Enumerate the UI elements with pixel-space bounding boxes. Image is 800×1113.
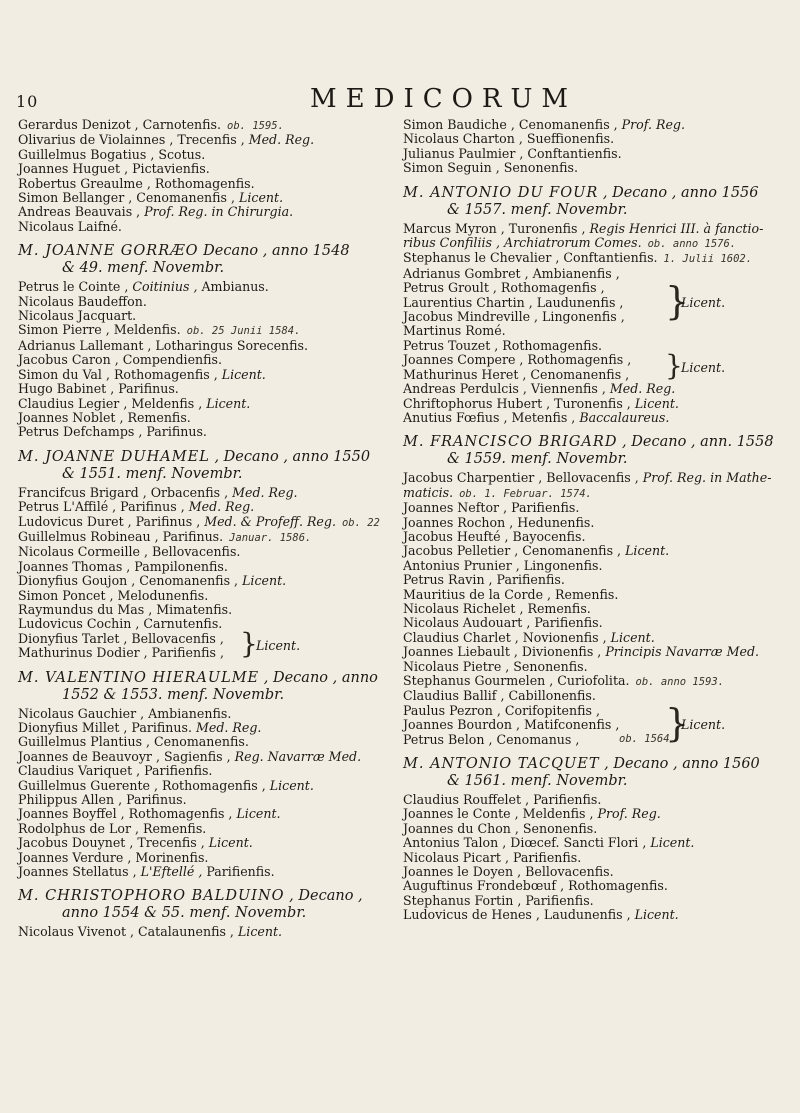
- list-item: [18, 735, 390, 749]
- right-column: [403, 118, 783, 923]
- list-item: [403, 161, 783, 175]
- entry-name: Simon Poncet , Melodunenfis.: [18, 587, 209, 603]
- entry-title: Licent.: [236, 806, 281, 822]
- entry-title: Prof. Reg. in Chirurgia.: [144, 204, 294, 220]
- entry-list: [403, 793, 783, 923]
- entry-name: Petrus Defchamps , Parifinus.: [18, 424, 207, 440]
- list-item: [18, 836, 390, 850]
- entry-name: Stephanus Gourmelen , Curiofolita.: [403, 673, 630, 688]
- dean-year: 1548: [312, 243, 350, 260]
- brace-mark: }: [665, 701, 690, 746]
- list-item: Mathurinus Dodier , Parifienfis ,: [18, 645, 224, 661]
- list-item: [403, 397, 783, 411]
- brace-label: Licent.: [256, 638, 301, 654]
- list-item: [18, 191, 390, 205]
- dean-name: M. JOANNE DUHAMEL: [18, 448, 210, 465]
- entry-name: Gerardus Denizot , Carnotenfis.: [18, 117, 222, 132]
- list-item: [18, 721, 390, 735]
- entry-name: Stephanus le Chevalier , Conftantienfis.: [403, 250, 658, 266]
- list-item: [18, 133, 390, 147]
- entry-name: Andreas Beauvais ,: [18, 204, 145, 220]
- list-item: [18, 793, 390, 807]
- list-item: [18, 162, 390, 176]
- entry-title: Med. Reg.: [188, 499, 255, 515]
- dean-name: M. FRANCISCO BRIGARD: [403, 434, 618, 451]
- entry-list: [403, 118, 783, 176]
- list-item: [403, 411, 783, 425]
- entry-name: Petrus Ravin , Parifienfis.: [403, 572, 565, 588]
- dean-heading-line: [18, 449, 390, 466]
- brace-mark: }: [665, 278, 690, 323]
- list-item: [403, 471, 783, 485]
- entry-name: Joannes Rochon , Hedunenfis.: [403, 514, 595, 530]
- list-item: [403, 118, 783, 132]
- entry-name: Petrus L'Affilé , Parifinus ,: [18, 499, 189, 515]
- entry-title: Licent.: [239, 190, 284, 206]
- entry-title: Med. Reg.: [195, 720, 262, 735]
- list-item: [18, 779, 390, 793]
- entry-name: Julianus Paulmier , Conftantienfis.: [403, 145, 622, 161]
- entry-name: Auguftinus Frondebœuf , Rothomagenfis.: [403, 878, 668, 894]
- list-item: [18, 411, 390, 425]
- entry-title: Licent.: [208, 835, 253, 851]
- list-item: Dionyfius Tarlet , Bellovacenfis ,: [18, 630, 224, 646]
- entry-name: Antonius Talon , Diœcef. Sancti Flori ,: [403, 835, 651, 851]
- entry-name: Olivarius de Violainnes , Trecenfis ,: [18, 132, 249, 148]
- dean-name: M. ANTONIO TACQUET: [403, 756, 600, 773]
- list-item: [403, 645, 783, 659]
- running-head: MEDICORUM: [310, 84, 578, 114]
- list-item: [18, 382, 390, 396]
- dean-title: , Decano ,: [284, 888, 363, 905]
- handwritten-note: ob. anno 1576.: [647, 238, 737, 251]
- entry-name: Joannes de Beauvoyr , Sagienfis ,: [18, 748, 235, 764]
- list-item: [18, 865, 390, 879]
- handwritten-note: ob. 25 Junii 1584.: [186, 325, 301, 338]
- entry-title: L'Eftellé ,: [140, 864, 207, 880]
- entry-name: Simon du Val , Rothomagenfis ,: [18, 366, 222, 382]
- handwritten-note: ob. 22: [341, 516, 380, 529]
- entry-list: [18, 925, 390, 939]
- entry-name: Nicolaus Charton , Sueffionenfis.: [403, 131, 615, 147]
- entry-name: Joannes Verdure , Morinenfis.: [18, 849, 209, 865]
- entry-title: Reg. Navarræ Med.: [234, 748, 362, 764]
- dean-heading: [403, 185, 783, 219]
- entry-title: Licent.: [625, 543, 670, 559]
- list-item: [18, 500, 390, 514]
- list-item: [403, 339, 783, 353]
- dean-title: , Decano , anno: [599, 756, 723, 773]
- list-item: [403, 573, 783, 587]
- list-item: [403, 147, 783, 161]
- entry-name: Nicolaus Cormeille , Bellovacenfis.: [18, 544, 241, 560]
- entry-title: Licent.: [221, 366, 266, 382]
- entry-name: Mauritius de la Corde , Remenfis.: [403, 586, 619, 602]
- dean-name: M. CHRISTOPHORO BALDUINO: [18, 888, 285, 905]
- entry-list: [18, 118, 390, 234]
- entry-list: [18, 486, 390, 632]
- page-number: 10: [16, 92, 39, 111]
- list-item: [18, 205, 390, 219]
- list-item: [18, 603, 390, 617]
- brace-group: [18, 627, 390, 661]
- dean-title: Decano , anno: [198, 243, 313, 260]
- entry-title: Prof. Reg.: [597, 806, 661, 822]
- list-item: [403, 807, 783, 821]
- entry-name: Dionyfius Goujon , Cenomanenfis ,: [18, 573, 243, 589]
- list-item: [403, 559, 783, 573]
- entry-name: Simon Pierre , Meldenfis.: [18, 322, 181, 338]
- list-item: [403, 251, 783, 266]
- entry-list: [403, 222, 783, 282]
- left-column: [18, 118, 390, 940]
- list-item: [18, 220, 390, 234]
- dean-name: M. VALENTINO HIERAULME: [18, 669, 260, 686]
- list-item: [18, 368, 390, 382]
- dean-term: & 1557. menf. Novembr.: [447, 201, 628, 218]
- list-item: [18, 295, 390, 309]
- list-item: Joannes Compere , Rothomagenfis ,: [403, 352, 632, 368]
- list-item: [18, 822, 390, 836]
- entry-name: Joannes Neftor , Parifienfis.: [403, 500, 580, 516]
- entry-name: Joannes Huguet , Pictavienfis.: [18, 161, 210, 177]
- entry-name: Claudius Ballif , Cabillonenfis.: [403, 688, 596, 704]
- entry-name: Nicolaus Jacquart.: [18, 308, 137, 324]
- dean-heading-line: [18, 888, 390, 905]
- list-item: [403, 530, 783, 544]
- entry-name: Raymundus du Mas , Mimatenfis.: [18, 601, 233, 617]
- brace-mark: }: [665, 348, 683, 382]
- brace-group: [403, 348, 783, 382]
- entry-name: Jacobus Douynet , Trecenfis ,: [18, 835, 209, 851]
- brace-label: Licent.: [681, 294, 726, 310]
- entry-name: Antonius Prunier , Lingonenfis.: [403, 557, 603, 573]
- list-item: [18, 118, 390, 133]
- dean-heading: [18, 449, 390, 483]
- brace-label: Licent.: [681, 717, 726, 733]
- entry-title: Regis Henrici III. à fanctio-: [589, 220, 764, 236]
- list-item: Laurentius Chartin , Laudunenfis ,: [403, 294, 624, 310]
- list-item: Mathurinus Heret , Cenomanenfis ,: [403, 366, 630, 382]
- entry-title: Baccalaureus.: [579, 409, 670, 425]
- entry-name: Claudius Charlet , Novionenfis ,: [403, 629, 611, 645]
- list-item: [403, 588, 783, 602]
- entry-name: Simon Bellanger , Cenomanenfis ,: [18, 190, 239, 206]
- entry-name: Nicolaus Audouart , Parifienfis.: [403, 615, 603, 631]
- list-item: [18, 925, 390, 939]
- list-item: [18, 545, 390, 559]
- list-item: [18, 707, 390, 721]
- list-item: [18, 339, 390, 353]
- list-item: [403, 486, 783, 501]
- list-item: [18, 515, 390, 530]
- brace-entries: [403, 348, 783, 382]
- entry-list: [18, 707, 390, 880]
- entry-name: Joannes Liebault , Divionenfis ,: [403, 644, 606, 660]
- dean-title: , Decano , anno: [259, 669, 378, 686]
- entry-list: [403, 471, 783, 704]
- entry-name: Martinus Romé.: [403, 323, 506, 339]
- dean-name: M. ANTONIO DU FOUR: [403, 184, 599, 201]
- list-item: [403, 822, 783, 836]
- entry-name: Jacobus Pelletier , Cenomanenfis ,: [403, 543, 626, 559]
- entry-name: Rodolphus de Lor , Remenfis.: [18, 820, 207, 836]
- dean-term: & 1551. menf. Novembr.: [62, 465, 243, 482]
- list-item: [403, 851, 783, 865]
- dean-heading: [18, 243, 390, 277]
- list-item: [18, 574, 390, 588]
- entry-name: Nicolaus Gauchier , Ambianenfis.: [18, 705, 232, 721]
- dean-title: , Decano , anno: [598, 184, 722, 201]
- entry-name: Petrus Touzet , Rothomagenfis.: [403, 337, 603, 353]
- dean-heading: [18, 670, 390, 704]
- dean-term: & 49. menf. Novembr.: [62, 260, 225, 277]
- entry-name: Adrianus Gombret , Ambianenfis ,: [403, 265, 620, 281]
- entry-name: Francifcus Brigard , Orbacenfis ,: [18, 484, 233, 500]
- entry-list: [403, 382, 783, 425]
- entry-title: Licent.: [269, 777, 314, 793]
- list-item: Petrus Groult , Rothomagenfis ,: [403, 280, 605, 296]
- entry-name: Jacobus Heufté , Bayocenfis.: [403, 528, 586, 544]
- entry-name: Hugo Babinet , Parifinus.: [18, 381, 179, 397]
- entry-title: Med. Reg.: [232, 484, 298, 500]
- entry-name: Petrus le Cointe ,: [18, 279, 133, 295]
- entry-name: Claudius Rouffelet , Parifienfis.: [403, 792, 602, 808]
- dean-heading: [403, 756, 783, 790]
- entry-name: Philippus Allen , Parifinus.: [18, 792, 187, 808]
- entry-name: Nicolaus Pietre , Senonenfis.: [403, 658, 588, 674]
- dean-year: 1558: [736, 434, 774, 451]
- brace-entries: [18, 627, 390, 661]
- entry-list: [403, 324, 783, 353]
- entry-name: Anutius Fœfius , Metenfis ,: [403, 409, 580, 425]
- list-item: [18, 807, 390, 821]
- dean-heading: [18, 888, 390, 922]
- entry-name: Jacobus Caron , Compendienfis.: [18, 352, 223, 368]
- entry-title: Licent.: [650, 835, 695, 851]
- dean-year: 1550: [333, 448, 371, 465]
- list-item: [18, 530, 390, 545]
- entry-name: Marcus Myron , Turonenfis ,: [403, 220, 590, 236]
- dean-term: & 1561. menf. Novembr.: [447, 773, 628, 790]
- dean-term: & 1559. menf. Novembr.: [447, 451, 628, 468]
- entry-name: Nicolaus Richelet , Remenfis.: [403, 600, 591, 616]
- entry-name: Guillelmus Guerente , Rothomagenfis ,: [18, 777, 270, 793]
- list-item: [403, 908, 783, 922]
- list-item: [18, 617, 390, 631]
- dean-title: , Decano , ann.: [617, 434, 737, 451]
- entry-name: Nicolaus Baudeffon.: [18, 293, 147, 309]
- list-item: [403, 616, 783, 630]
- list-item: [403, 631, 783, 645]
- list-item: [18, 397, 390, 411]
- brace-group: [403, 278, 783, 325]
- list-item: [18, 280, 390, 294]
- entry-title: maticis.: [403, 484, 454, 500]
- list-item: [403, 674, 783, 689]
- list-item: [18, 309, 390, 323]
- entry-name: Joannes le Conte , Meldenfis ,: [403, 806, 598, 822]
- entry-title: Licent.: [206, 395, 251, 411]
- list-item: Joannes Bourdon , Matifconenfis ,: [403, 717, 620, 733]
- list-item: [403, 516, 783, 530]
- entry-name: Simon Baudiche , Cenomanenfis ,: [403, 117, 622, 132]
- list-item: [403, 544, 783, 558]
- list-item: [403, 689, 783, 703]
- dean-heading-line: [18, 670, 390, 687]
- entry-name: Simon Seguin , Senonenfis.: [403, 160, 579, 176]
- dean-heading-line: [403, 756, 783, 773]
- brace-group: [403, 701, 783, 747]
- entry-title: Med. Reg.: [609, 381, 676, 397]
- list-item: Paulus Pezron , Corifopitenfis ,: [403, 702, 600, 718]
- list-item: [403, 836, 783, 850]
- entry-title: Principis Navarræ Med.: [605, 644, 760, 660]
- entry-title: Coitinius ,: [132, 279, 202, 295]
- entry-name: Dionyfius Millet , Parifinus.: [18, 720, 196, 735]
- entry-name: Ludovicus de Henes , Laudunenfis ,: [403, 907, 635, 923]
- list-item: [403, 236, 783, 251]
- list-item: [403, 501, 783, 515]
- entry-title: Licent.: [634, 395, 679, 411]
- list-item: [403, 222, 783, 236]
- entry-title: Licent.: [242, 573, 287, 589]
- list-item: [403, 132, 783, 146]
- list-item: [18, 589, 390, 603]
- entry-title: Licent.: [634, 907, 679, 923]
- handwritten-note: ob. 1595.: [227, 120, 284, 132]
- dean-year: 1560: [722, 756, 760, 773]
- entry-name: Joannes Stellatus ,: [18, 864, 141, 880]
- entry-title: Licent.: [610, 629, 655, 645]
- entry-origin: Parifienfis.: [206, 864, 275, 880]
- entry-title: Prof. Reg.: [621, 117, 685, 132]
- list-item: [18, 750, 390, 764]
- handwritten-note: 1. Julii 1602.: [663, 253, 753, 266]
- list-item: [18, 323, 390, 338]
- list-item: Jacobus Mindreville , Lingonenfis ,: [403, 309, 625, 325]
- entry-name: Claudius Legier , Meldenfis ,: [18, 395, 207, 411]
- list-item: [18, 764, 390, 778]
- entry-name: Joannes Boyffel , Rothomagenfis ,: [18, 806, 237, 822]
- dean-title: , Decano , anno: [209, 448, 334, 465]
- brace-mark: }: [240, 627, 258, 661]
- entry-list: [18, 280, 390, 439]
- entry-name: Nicolaus Laifné.: [18, 218, 122, 234]
- list-item: [18, 851, 390, 865]
- list-item: [403, 267, 783, 281]
- entry-name: Adrianus Lallemant , Lotharingus Sorecenfis.: [18, 337, 309, 353]
- entry-name: Nicolaus Vivenot , Catalaunenfis ,: [18, 924, 238, 940]
- list-item: Petrus Belon , Cenomanus ,: [403, 731, 580, 747]
- list-item: [18, 486, 390, 500]
- entry-name: Ludovicus Duret , Parifinus ,: [18, 513, 205, 529]
- entry-name: Joannes Thomas , Pampilonenfis.: [18, 558, 228, 574]
- dean-term: 1552 & 1553. menf. Novembr.: [62, 686, 285, 703]
- dean-term: anno 1554 & 55. menf. Novembr.: [62, 905, 307, 922]
- dean-heading-line: [403, 434, 783, 451]
- handwritten-note: ob. 1. Februar. 1574.: [459, 487, 592, 500]
- entry-title: Licent.: [237, 924, 283, 940]
- entry-name: Joannes le Doyen , Bellovacenfis.: [403, 864, 614, 880]
- list-item: [403, 602, 783, 616]
- list-item: [403, 324, 783, 338]
- list-item: [18, 353, 390, 367]
- entry-name: Joannes du Chon , Senonenfis.: [403, 820, 598, 836]
- entry-name: Robertus Greaulme , Rothomagenfis.: [18, 175, 255, 191]
- list-item: [403, 865, 783, 879]
- handwritten-note: Januar. 1586.: [229, 531, 312, 544]
- entry-title: Prof. Reg. in Mathe-: [642, 470, 772, 486]
- entry-name: Ludovicus Cochin , Carnutenfis.: [18, 616, 223, 632]
- dean-year: 1556: [721, 184, 759, 201]
- list-item: [403, 382, 783, 396]
- list-item: [403, 894, 783, 908]
- entry-title: ribus Confiliis , Archiatrorum Comes.: [403, 235, 642, 251]
- dean-heading-line: [18, 243, 390, 260]
- brace-entries: [403, 278, 783, 325]
- entry-name: Joannes Noblet , Remenfis.: [18, 409, 191, 425]
- list-item: [18, 148, 390, 162]
- entry-origin: Ambianus.: [201, 279, 269, 295]
- entry-name: Andreas Perdulcis , Viennenfis ,: [403, 381, 610, 397]
- brace-label: Licent.: [681, 359, 726, 375]
- entry-name: Guillelmus Robineau , Parifinus.: [18, 528, 224, 544]
- list-item: [403, 879, 783, 893]
- entry-title: Med. & Profeff. Reg.: [204, 513, 336, 529]
- entry-name: Nicolaus Picart , Parifienfis.: [403, 849, 582, 865]
- entry-name: Jacobus Charpentier , Bellovacenfis ,: [403, 470, 643, 486]
- entry-name: Stephanus Fortin , Parifienfis.: [403, 892, 594, 908]
- list-item: [18, 560, 390, 574]
- handwritten-note: ob. 1564.: [619, 733, 676, 745]
- brace-entries: [403, 701, 783, 747]
- dean-name: M. JOANNE GORRÆO: [18, 243, 199, 260]
- list-item: [403, 793, 783, 807]
- entry-title: Med. Reg.: [248, 132, 315, 148]
- dean-heading-line: [403, 185, 783, 202]
- entry-name: Guillelmus Bogatius , Scotus.: [18, 146, 206, 162]
- entry-name: Claudius Variquet , Parifienfis.: [18, 763, 213, 779]
- entry-name: Guillelmus Plantius , Cenomanenfis.: [18, 734, 249, 750]
- list-item: [18, 177, 390, 191]
- list-item: [403, 660, 783, 674]
- list-item: [18, 425, 390, 439]
- entry-name: Chriftophorus Hubert , Turonenfis ,: [403, 395, 635, 411]
- handwritten-note: ob. anno 1593.: [635, 676, 725, 688]
- dean-heading: [403, 434, 783, 468]
